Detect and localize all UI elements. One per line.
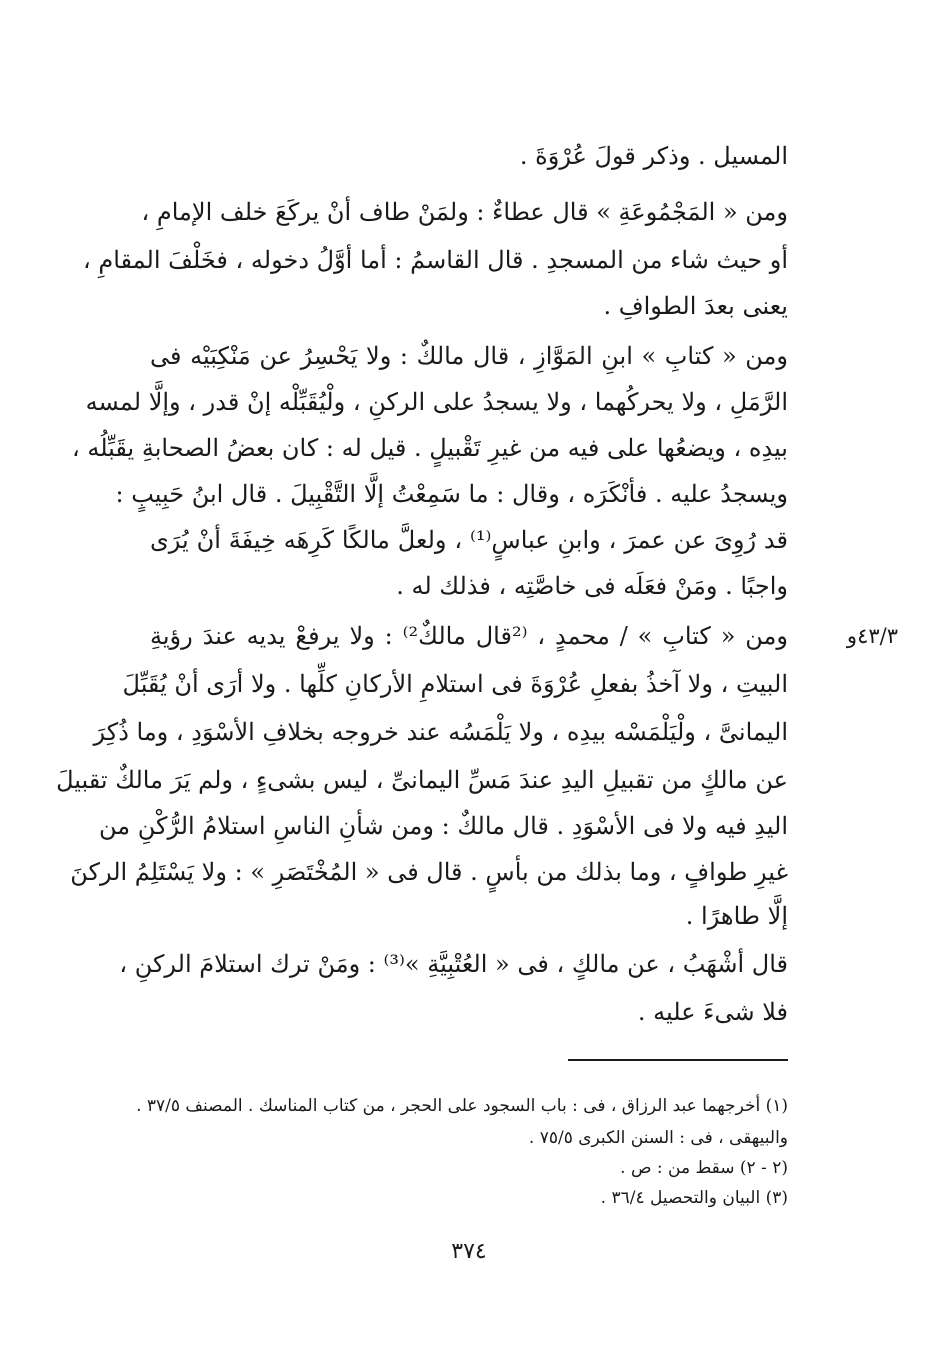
body-line: اليدِ فيه ولا فى الأسْوَدِ . قال مالكٌ : ومن شأنِ الناسِ استلامُ الرُّكْنِ من [99, 812, 788, 840]
body-line: البيتِ ، ولا آخذُ بفعلِ عُرْوَةَ فى استلامِ الأركانِ كلِّها . ولا أرَى أنْ يُقَبِّلَ [122, 670, 788, 698]
body-line: قال أشْهَبُ ، عن مالكٍ ، فى « العُتْبِيَّةِ »⁽³⁾ : ومَنْ ترك استلامَ الركنِ ، [119, 950, 788, 978]
footnote-line: والبيهقى ، فى : السنن الكبرى ٧٥/٥ . [528, 1128, 788, 1148]
footnote-line: (٢ - ٢) سقط من : ص . [620, 1158, 788, 1178]
body-line: ومن « المَجْمُوعَةِ » قال عطاءٌ : ولمَنْ طاف أنْ يركَعَ خلف الإمامِ ، [141, 198, 788, 226]
body-line: قد رُوِىَ عن عمرَ ، وابنِ عباسٍ⁽¹⁾ ، ولعلَّ مالكًا كَرِهَه خِيفَةَ أنْ يُرَى [150, 526, 788, 554]
body-line: إلَّا طاهرًا . [685, 902, 788, 930]
body-line: يعنى بعدَ الطوافِ . [603, 292, 788, 320]
footnote-line: (١) أخرجهما عبد الرزاق ، فى : باب السجود على الحجر ، من كتاب المناسك . المصنف ٣٧/٥ . [136, 1096, 788, 1116]
folio-margin-note: ٤٣/٣و [846, 624, 898, 648]
body-line: غيرِ طوافٍ ، وما بذلك من بأسٍ . قال فى « المُخْتَصَرِ » : ولا يَسْتَلِمُ الركنَ [70, 858, 788, 886]
body-line: الرَّمَلِ ، ولا يحركُهما ، ولا يسجدُ على الركنِ ، ولْيُقَبِّلْه إنْ قدر ، وإلَّا لمسه [85, 388, 788, 416]
footnote-line: (٣) البيان والتحصيل ٣٦/٤ . [600, 1188, 788, 1208]
body-line: واجبًا . ومَنْ فعَلَه فى خاصَّتِه ، فذلك له . [396, 572, 788, 600]
body-line: المسيل . وذكر قولَ عُرْوَةَ . [519, 142, 788, 170]
body-line: أو حيث شاء من المسجدِ . قال القاسمُ : أما أوَّلُ دخوله ، فخَلْفَ المقامِ ، [82, 246, 788, 274]
body-line: ومن « كتابِ » / محمدٍ ، ⁽²قال مالكٌ²⁾ : ولا يرفعْ يديه عندَ رؤيةِ [150, 622, 788, 650]
body-line: فلا شىءَ عليه . [637, 998, 788, 1026]
page-number: ٣٧٤ [451, 1239, 487, 1264]
footnote-separator [568, 1059, 788, 1061]
body-line: ومن « كتابِ » ابنِ المَوَّازِ ، قال مالكٌ : ولا يَحْسِرُ عن مَنْكِبَيْه فى [150, 342, 788, 370]
body-line: اليمانىَّ ، ولْيَلْمَسْه بيدِه ، ولا يَلْمَسُه عند خروجه بخلافِ الأسْوَدِ ، وما ذُكِرَ [93, 718, 788, 746]
body-line: عن مالكٍ من تقبيلِ اليدِ عندَ مَسِّ اليمانىِّ ، ليس بشىءٍ ، ولم يَرَ مالكٌ تقبيلَ [56, 766, 788, 794]
body-line: ويسجدُ عليه . فأنْكَرَه ، وقال : ما سَمِعْتُ إلَّا التَّقْبِيلَ . قال ابنُ حَبِيبٍ : [115, 480, 788, 508]
body-line: بيدِه ، ويضعُها على فيه من غيرِ تَقْبيلٍ . قيل له : كان بعضُ الصحابةِ يقَبِّلُه ، [71, 434, 788, 462]
